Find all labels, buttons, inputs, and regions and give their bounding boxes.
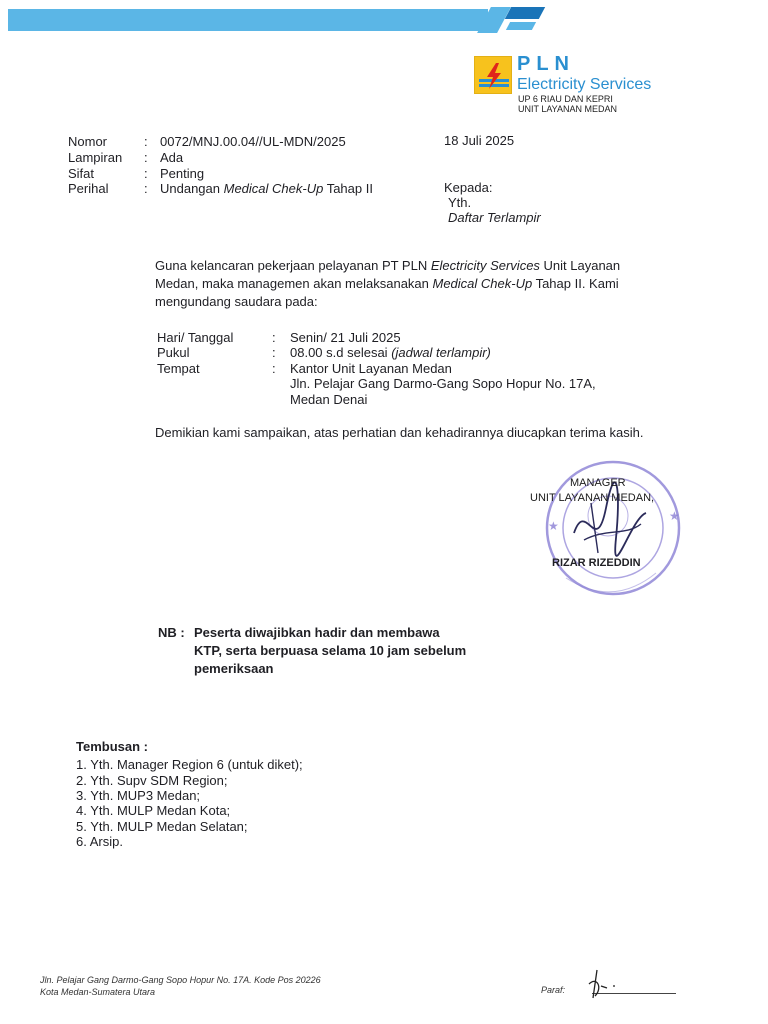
- event-date: Senin/ 21 Juli 2025: [290, 330, 401, 345]
- logo-text: PLN: [517, 53, 575, 75]
- detail-colon: :: [272, 345, 276, 360]
- meta-label: Nomor: [68, 134, 108, 149]
- svg-text:★: ★: [548, 519, 559, 533]
- footer-address: Jln. Pelajar Gang Darmo-Gang Sopo Hopur No. 17A. Kode Pos 20226: [40, 975, 321, 985]
- detail-label: Tempat: [157, 361, 200, 376]
- svg-text:★: ★: [669, 509, 680, 523]
- body-line: Medan, maka managemen akan melaksanakan Medical Chek-Up Tahap II. Kami: [155, 276, 619, 291]
- signer-name: RIZAR RIZEDDIN: [552, 557, 641, 569]
- cc-item: 1. Yth. Manager Region 6 (untuk diket);: [76, 757, 303, 772]
- cc-title: Tembusan :: [76, 739, 148, 754]
- header-band: [8, 9, 488, 31]
- header-stripe: [506, 22, 536, 30]
- recipient-list: Daftar Terlampir: [448, 210, 541, 225]
- attachment-value: Ada: [160, 150, 184, 165]
- recipient-label: Kepada:: [444, 180, 493, 195]
- header-stripe: [505, 7, 545, 19]
- body-line: mengundang saudara pada:: [155, 294, 318, 309]
- event-address: Medan Denai: [290, 392, 368, 407]
- cc-item: 4. Yth. MULP Medan Kota;: [76, 803, 231, 818]
- signer-unit: UNIT LAYANAN MEDAN,: [530, 492, 655, 504]
- detail-label: Hari/ Tanggal: [157, 330, 234, 345]
- paraf-signature: [583, 966, 623, 1006]
- unit-line: UP 6 RIAU DAN KEPRI: [518, 94, 613, 104]
- event-time: 08.00 s.d selesai (jadwal terlampir): [290, 345, 491, 360]
- nb-line: KTP, serta berpuasa selama 10 jam sebelum: [194, 643, 467, 658]
- detail-label: Pukul: [157, 345, 190, 360]
- meta-label: Lampiran: [68, 150, 123, 165]
- paraf-label: Paraf:: [541, 985, 566, 995]
- nature-value: Penting: [160, 166, 205, 181]
- closing-text: Demikian kami sampaikan, atas perhatian dan kehadirannya diucapkan terima kasih.: [155, 425, 644, 440]
- meta-label: Perihal: [68, 181, 109, 196]
- unit-line: UNIT LAYANAN MEDAN: [518, 104, 618, 114]
- meta-colon: :: [144, 166, 148, 181]
- meta-colon: :: [144, 181, 148, 196]
- detail-colon: :: [272, 330, 276, 345]
- cc-item: 2. Yth. Supv SDM Region;: [76, 773, 228, 788]
- cc-item: 6. Arsip.: [76, 834, 123, 849]
- nb-label: NB :: [158, 625, 185, 640]
- cc-item: 3. Yth. MUP3 Medan;: [76, 788, 201, 803]
- subject-value: Undangan Medical Chek-Up Tahap II: [160, 181, 373, 196]
- cc-item: 5. Yth. MULP Medan Selatan;: [76, 819, 248, 834]
- letter-number: 0072/MNJ.00.04//UL-MDN/2025: [160, 134, 346, 149]
- meta-label: Sifat: [68, 166, 95, 181]
- event-place: Kantor Unit Layanan Medan: [290, 361, 452, 376]
- event-address: Jln. Pelajar Gang Darmo-Gang Sopo Hopur No. 17A,: [290, 376, 596, 391]
- logo-subtitle: Electricity Services: [517, 76, 652, 93]
- lightning-icon: [474, 56, 512, 94]
- letter-date: 18 Juli 2025: [444, 133, 515, 148]
- footer-address: Kota Medan-Sumatera Utara: [40, 987, 156, 997]
- meta-colon: :: [144, 150, 148, 165]
- detail-colon: :: [272, 361, 276, 376]
- pln-logo: [474, 53, 684, 116]
- nb-line: pemeriksaan: [194, 661, 274, 676]
- signer-title: MANAGER: [570, 477, 626, 489]
- meta-colon: :: [144, 134, 148, 149]
- nb-line: Peserta diwajibkan hadir dan membawa: [194, 625, 440, 640]
- body-line: Guna kelancaran pekerjaan pelayanan PT PLN Electricity Services Unit Layanan: [155, 258, 621, 273]
- recipient-salutation: Yth.: [448, 195, 472, 210]
